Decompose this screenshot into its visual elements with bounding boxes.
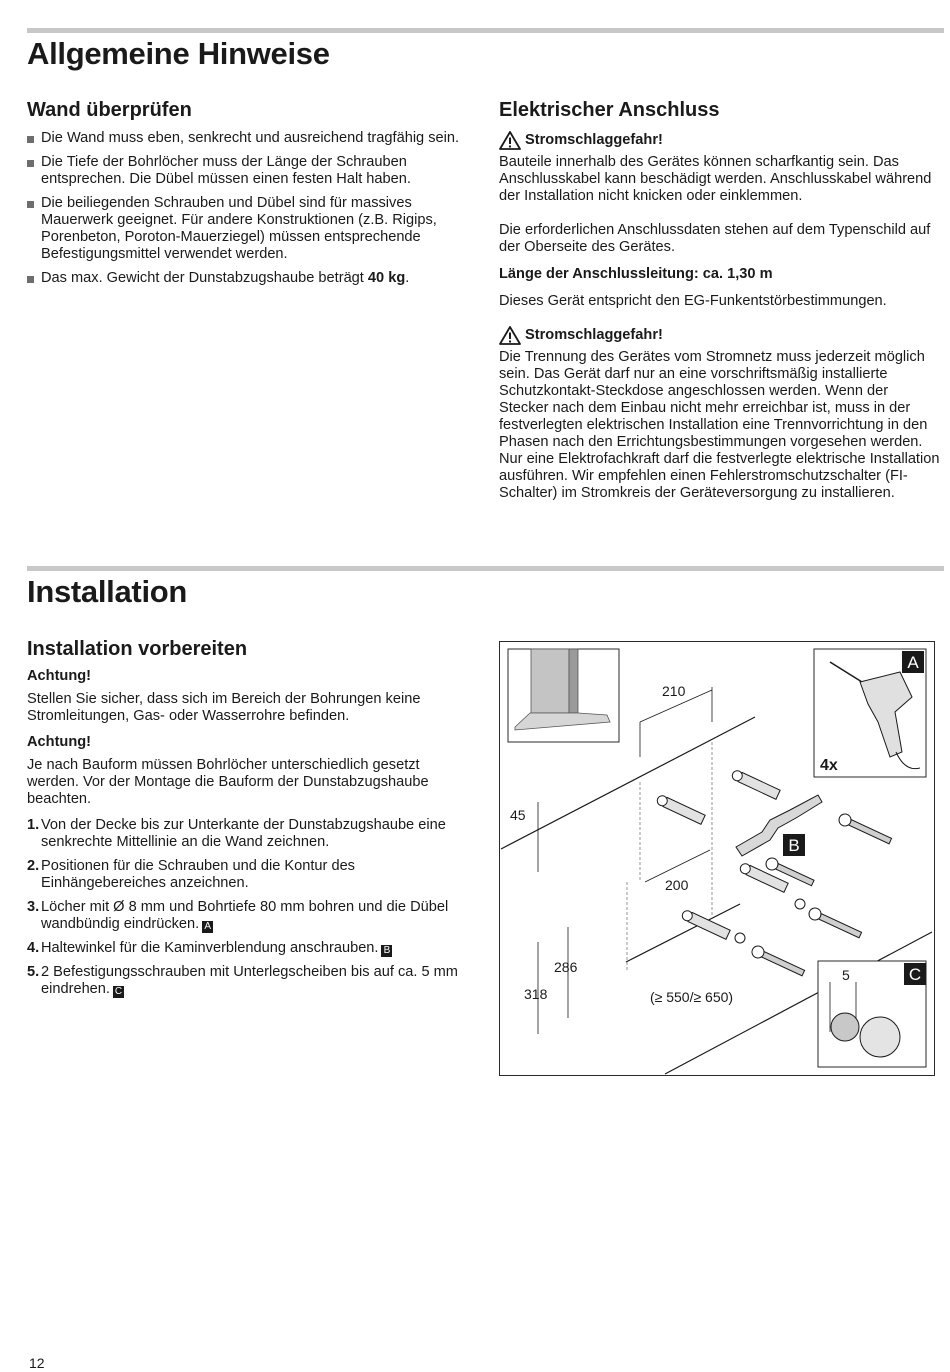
section-rule-installation xyxy=(27,566,944,571)
bullet-square-icon xyxy=(27,160,34,167)
step-item: 5. 2 Befestigungsschrauben mit Unterlegscheiben bis auf ca. 5 mm eindrehen. C xyxy=(27,964,458,997)
eg-compliance-text: Dieses Gerät entspricht den EG-Funkentstörbestimmungen. xyxy=(499,293,887,309)
bullet-square-icon xyxy=(27,201,34,208)
svg-text:C: C xyxy=(908,965,922,984)
heading-wall-check: Wand überprüfen xyxy=(27,99,192,121)
dowels-and-screws xyxy=(656,769,893,978)
svg-text:B: B xyxy=(788,836,800,855)
list-item: Die Wand muss eben, senkrecht und ausreichend tragfähig sein. xyxy=(27,130,477,147)
page-number: 12 xyxy=(29,1355,45,1371)
step-item: 3. Löcher mit Ø 8 mm und Bohrtiefe 80 mm bohren und die Dübel wandbündig eindrücken. A xyxy=(27,899,449,932)
dimension-318 xyxy=(524,942,548,1034)
drill-inset xyxy=(814,649,926,777)
cable-length-text: Länge der Anschlussleitung: ca. 1,30 m xyxy=(499,266,773,282)
figure-ref-a: A xyxy=(202,921,213,933)
svg-text:318: 318 xyxy=(524,986,548,1002)
svg-text:200: 200 xyxy=(665,877,689,893)
svg-text:4x: 4x xyxy=(820,757,838,774)
electrical-column xyxy=(499,130,941,502)
section-rule-top xyxy=(27,28,944,33)
bullet-square-icon xyxy=(27,276,34,283)
label-b-badge xyxy=(783,834,805,856)
list-item: Die beiliegenden Schrauben und Dübel sind für massives Mauerwerk geeignet. Für andere Konstruktionen (z.B. Rigips, Porenbeton, Poroton-Mauerziegel) müssen entsprechende Befestigungsmittel verwendet werden. xyxy=(27,195,477,263)
dimension-range xyxy=(650,989,733,1005)
dimension-200 xyxy=(645,850,710,893)
installation-figure xyxy=(499,641,935,1076)
heading-prepare-installation: Installation vorbereiten xyxy=(27,638,248,660)
step-item: 1. Von der Decke bis zur Unterkante der Dunstabzugshaube eine senkrechte Mittellinie an die Wand zeichnen. xyxy=(27,817,446,850)
warning-triangle-icon xyxy=(499,131,521,150)
warning-text-1: Bauteile innerhalb des Gerätes können scharfkantig sein. Das Anschlusskabel kann beschädigt werden. Anschlusskabel während der Installation nicht knicken oder einklemmen. xyxy=(499,154,932,204)
screw-detail-inset xyxy=(818,961,926,1067)
caution-text-1: Stellen Sie sicher, dass sich im Bereich der Bohrungen keine Stromleitungen, Gas- oder Wasserrohre befinden. xyxy=(27,691,421,724)
caution-label-2: Achtung! xyxy=(27,734,92,750)
warning-text-2: Die Trennung des Gerätes vom Stromnetz muss jederzeit möglich sein. Das Gerät darf nur an eine vorschriftsmäßig installierte Schutzkontakt-Steckdose angeschlossen werden. Wenn der Stecker nach dem Einbau nicht mehr erreichbar ist, muss in der festverlegten elektrischen Installation eine Trennvorrichtung in den Phasen nach den Errichtungsbestimmungen vorgesehen werden. Nur eine Elektrofachkraft darf die festverlegte elektrische Installation ausführen. Wir empfehlen einen Fehlerstromschutzschalter (FI-Schalter) im Stromkreis der Geräteversorgung zu installieren. xyxy=(499,349,940,501)
dimension-286 xyxy=(554,927,578,1018)
caution-text-2: Je nach Bauform müssen Bohrlöcher unterschiedlich gesetzt werden. Vor der Montage die Bauform der Dunstabzugshaube beachten. xyxy=(27,757,429,807)
dimension-210 xyxy=(640,683,712,757)
caution-label-1: Achtung! xyxy=(27,668,92,684)
svg-text:5: 5 xyxy=(842,967,850,983)
figure-ref-c: C xyxy=(114,986,123,997)
warning-shock-1: Stromschlaggefahr! xyxy=(499,130,941,150)
warning-triangle-icon xyxy=(499,326,521,345)
svg-text:286: 286 xyxy=(554,959,578,975)
step-item: 4. Haltewinkel für die Kaminverblendung anschrauben. B xyxy=(27,940,475,957)
svg-text:(≥ 550/≥ 650): (≥ 550/≥ 650) xyxy=(650,989,734,1005)
svg-text:A: A xyxy=(907,653,919,672)
installation-column xyxy=(27,668,475,1005)
svg-text:45: 45 xyxy=(510,807,526,823)
installation-steps xyxy=(27,817,475,998)
bullet-square-icon xyxy=(27,136,34,143)
figure-ref-b: B xyxy=(381,945,392,957)
list-item: Die Tiefe der Bohrlöcher muss der Länge der Schrauben entsprechen. Die Dübel müssen einen festen Halt haben. xyxy=(27,154,477,188)
connection-data-text: Die erforderlichen Anschlussdaten stehen auf dem Typenschild auf der Oberseite des Gerätes. xyxy=(499,222,931,255)
svg-text:210: 210 xyxy=(662,683,686,699)
warning-shock-2: Stromschlaggefahr! xyxy=(499,325,941,345)
hood-thumbnail xyxy=(508,649,619,742)
list-item-weight: Das max. Gewicht der Dunstabzugshaube beträgt 40 kg. xyxy=(27,270,477,287)
wall-check-list xyxy=(27,130,477,294)
mounting-bracket xyxy=(736,795,822,856)
section-title-installation: Installation xyxy=(27,574,188,609)
heading-electrical-connection: Elektrischer Anschluss xyxy=(499,99,720,121)
step-item: 2. Positionen für die Schrauben und die Kontur des Einhängebereiches anzeichnen. xyxy=(27,858,355,891)
section-title-general: Allgemeine Hinweise xyxy=(27,36,330,71)
